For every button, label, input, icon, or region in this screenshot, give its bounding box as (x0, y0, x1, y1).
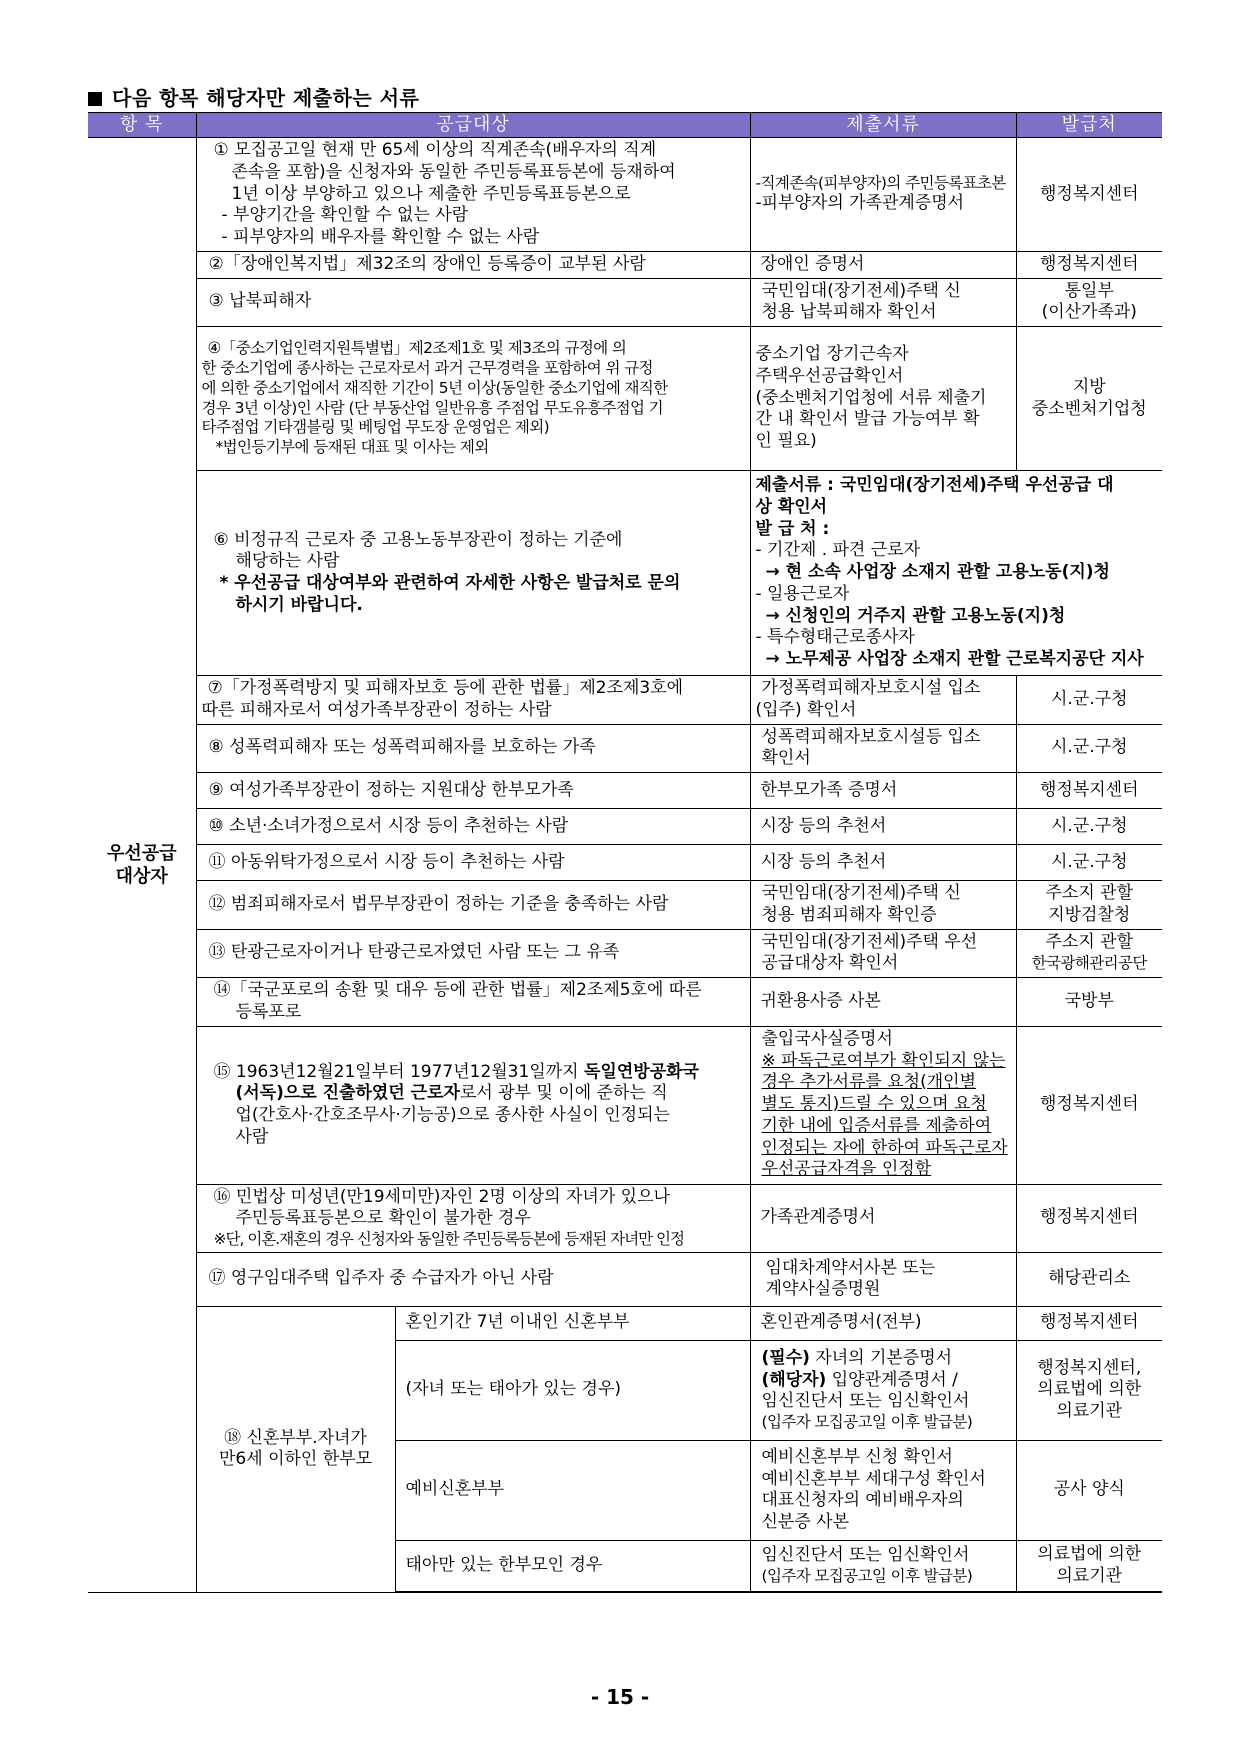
target-cell: ⑫ 범죄피해자로서 법무부장관이 정하는 기준을 충족하는 사람 (196, 881, 750, 930)
table-row (88, 845, 1162, 881)
docs-cell: 임신진단서 또는 임신확인서 (입주자 모집공고일 이후 발급분) (750, 1540, 1016, 1592)
target-cell: ⑬ 탄광근로자이거나 탄광근로자였던 사람 또는 그 유족 (196, 929, 750, 978)
issuer-cell: 주소지 관할 한국광해관리공단 (1016, 929, 1162, 978)
docs-cell: 가족관계증명서 (750, 1184, 1016, 1252)
target-cell: ④「중소기업인력지원특별법」제2조제1호 및 제3조의 규정에 의 한 중소기업에 종사하는 근로자로서 과거 근무경력을 포함하여 위 규정 에 의한 중소기업에서 재직한 기간이 5년 이상(동일한 중소기업에 재직한 경우 3년 이상)인 사람 (단 부동산업 일반유흥 주점업 무도유흥주점업 기 타주점업 기타갬블링 및 베팅업 무도장 운영업은 제외) *법인등기부에 등재된 대표 및 이사는 제외 (196, 327, 750, 471)
issuer-cell: 지방 중소벤처기업청 (1016, 327, 1162, 471)
docs-cell: (필수) 자녀의 기본증명서 (해당자) 입양관계증명서 / 임신진단서 또는 임신확인서 (입주자 모집공고일 이후 발급분) (750, 1340, 1016, 1440)
issuer-cell: 시.군.구청 (1016, 845, 1162, 881)
docs-cell: 시장 등의 추천서 (750, 845, 1016, 881)
issuer-cell: 시.군.구청 (1016, 809, 1162, 845)
issuer-cell: 국방부 (1016, 978, 1162, 1027)
docs-cell: 제출서류 : 국민임대(장기전세)주택 우선공급 대 상 확인서 발 급 처 : - 기간제 . 파견 근로자 → 현 소속 사업장 소재지 관할 고용노동(지)청 - 일용근로자 → 신청인의 거주지 관할 고용노동(지)청 - 특수형태근로종사자 → 노무제공 사업장 소재지 관할 근로복지공단 지사 (750, 471, 1162, 676)
issuer-cell: 해당관리소 (1016, 1252, 1162, 1306)
target-cell: ⑭「국군포로의 송환 및 대우 등에 관한 법률」제2조제5호에 따른 등록포로 (196, 978, 750, 1027)
target-cell: 혼인기간 7년 이내인 신혼부부 (395, 1306, 750, 1340)
target-cell: ⑦「가정폭력방지 및 피해자보호 등에 관한 법률」제2조제3호에 따른 피해자로서 여성가족부장관이 정하는 사람 (196, 676, 750, 725)
newlyweds-label-cell: ⑱ 신혼부부.자녀가 만6세 이하인 한부모 (196, 1306, 395, 1592)
issuer-cell: 행정복지센터 (1016, 138, 1162, 252)
target-cell: ⑪ 아동위탁가정으로서 시장 등이 추천하는 사람 (196, 845, 750, 881)
table-row (88, 278, 1162, 327)
docs-cell: 귀환용사증 사본 (750, 978, 1016, 1027)
target-cell: ②「장애인복지법」제32조의 장애인 등록증이 교부된 사람 (196, 251, 750, 278)
target-cell: ⑯ 민법상 미성년(만19세미만)자인 2명 이상의 자녀가 있으나 주민등록표등본으로 확인이 불가한 경우 ※단, 이혼.재혼의 경우 신청자와 동일한 주민등록등본에 등재된 자녀만 인정 (196, 1184, 750, 1252)
target-cell: ③ 납북피해자 (196, 278, 750, 327)
header-issuer: 발급처 (1016, 113, 1162, 138)
target-cell: ⑰ 영구임대주택 입주자 중 수급자가 아닌 사람 (196, 1252, 750, 1306)
target-cell: 태아만 있는 한부모인 경우 (395, 1540, 750, 1592)
docs-cell: 임대차계약서사본 또는 계약사실증명원 (750, 1252, 1016, 1306)
issuer-cell: 주소지 관할 지방검찰청 (1016, 881, 1162, 930)
issuer-cell: 공사 양식 (1016, 1440, 1162, 1540)
table-header-row (88, 113, 1162, 138)
docs-cell: 한부모가족 증명서 (750, 773, 1016, 809)
table-row (88, 1252, 1162, 1306)
target-cell: ⑧ 성폭력피해자 또는 성폭력피해자를 보호하는 가족 (196, 724, 750, 773)
issuer-cell: 행정복지센터 (1016, 1306, 1162, 1340)
issuer-cell: 시.군.구청 (1016, 724, 1162, 773)
square-bullet-icon (88, 92, 102, 106)
docs-cell: 가정폭력피해자보호시설 입소 (입주) 확인서 (750, 676, 1016, 725)
docs-cell: 혼인관계증명서(전부) (750, 1306, 1016, 1340)
docs-cell: 국민임대(장기전세)주택 우선 공급대상자 확인서 (750, 929, 1016, 978)
table-row (88, 676, 1162, 725)
issuer-cell: 행정복지센터 (1016, 1026, 1162, 1184)
docs-cell: 출입국사실증명서 ※ 파독근로여부가 확인되지 않는 경우 추가서류를 요청(개인별 별도 통지)드릴 수 있으며 요청 기한 내에 입증서류를 제출하여 인정되는 자에 한하여 파독근로자 우선공급자격을 인정함 (750, 1026, 1016, 1184)
issuer-cell: 행정복지센터 (1016, 251, 1162, 278)
header-item: 항 목 (88, 113, 196, 138)
table-row (88, 809, 1162, 845)
issuer-cell: 통일부 (이산가족과) (1016, 278, 1162, 327)
table-row (88, 929, 1162, 978)
docs-cell: 중소기업 장기근속자 주택우선공급확인서 (중소벤처기업청에 서류 제출기 간 내 확인서 발급 가능여부 확 인 필요) (750, 327, 1016, 471)
section-title: 다음 항목 해당자만 제출하는 서류 (112, 86, 420, 110)
table-row (88, 138, 1162, 252)
issuer-cell: 행정복지센터 (1016, 1184, 1162, 1252)
issuer-cell: 의료법에 의한 의료기관 (1016, 1540, 1162, 1592)
table-row (88, 978, 1162, 1027)
docs-cell: 국민임대(장기전세)주택 신 청용 범죄피해자 확인증 (750, 881, 1016, 930)
target-cell: ⑩ 소년·소녀가정으로서 시장 등이 추천하는 사람 (196, 809, 750, 845)
table-row (88, 1184, 1162, 1252)
docs-cell: 장애인 증명서 (750, 251, 1016, 278)
docs-cell: 성폭력피해자보호시설등 입소 확인서 (750, 724, 1016, 773)
target-cell: 예비신혼부부 (395, 1440, 750, 1540)
docs-cell: 예비신혼부부 신청 확인서 예비신혼부부 세대구성 확인서 대표신청자의 예비배우자의 신분증 사본 (750, 1440, 1016, 1540)
page-content (88, 84, 1162, 1593)
target-cell: ① 모집공고일 현재 만 65세 이상의 직계존속(배우자의 직계 존속을 포함)을 신청자와 동일한 주민등록표등본에 등재하여 1년 이상 부양하고 있으나 제출한 주민등록표등본으로 - 부양기간을 확인할 수 없는 사람 - 피부양자의 배우자를 확인할 수 없는 사람 (196, 138, 750, 252)
table-row (88, 881, 1162, 930)
target-cell: ⑨ 여성가족부장관이 정하는 지원대상 한부모가족 (196, 773, 750, 809)
target-cell: ⑮ 1963년12월21일부터 1977년12월31일까지 독일연방공화국 (서독)으로 진출하였던 근로자로서 광부 및 이에 준하는 직 업(간호사·간호조무사·기능공)으로 종사한 사실이 인정되는 사람 (196, 1026, 750, 1184)
docs-cell: -직계존속(피부양자)의 주민등록표초본 -피부양자의 가족관계증명서 (750, 138, 1016, 252)
table-row (88, 1026, 1162, 1184)
issuer-cell: 행정복지센터, 의료법에 의한 의료기관 (1016, 1340, 1162, 1440)
table-row (88, 471, 1162, 676)
issuer-cell: 행정복지센터 (1016, 773, 1162, 809)
table-row (88, 251, 1162, 278)
target-cell: ⑥ 비정규직 근로자 중 고용노동부장관이 정하는 기준에 해당하는 사람 * 우선공급 대상여부와 관련하여 자세한 사항은 발급처로 문의 하시기 바랍니다. (196, 471, 750, 676)
header-docs: 제출서류 (750, 113, 1016, 138)
docs-cell: 시장 등의 추천서 (750, 809, 1016, 845)
target-cell: (자녀 또는 태아가 있는 경우) (395, 1340, 750, 1440)
table-row (88, 773, 1162, 809)
table-row (88, 1306, 1162, 1340)
docs-cell: 국민임대(장기전세)주택 신 청용 납북피해자 확인서 (750, 278, 1016, 327)
category-cell: 우선공급 대상자 (88, 138, 196, 1593)
header-target: 공급대상 (196, 113, 750, 138)
page-number: - 15 - (590, 1685, 650, 1709)
table-row (88, 327, 1162, 471)
issuer-cell: 시.군.구청 (1016, 676, 1162, 725)
documents-table (88, 112, 1162, 1593)
table-row (88, 724, 1162, 773)
section-heading (88, 84, 1162, 112)
